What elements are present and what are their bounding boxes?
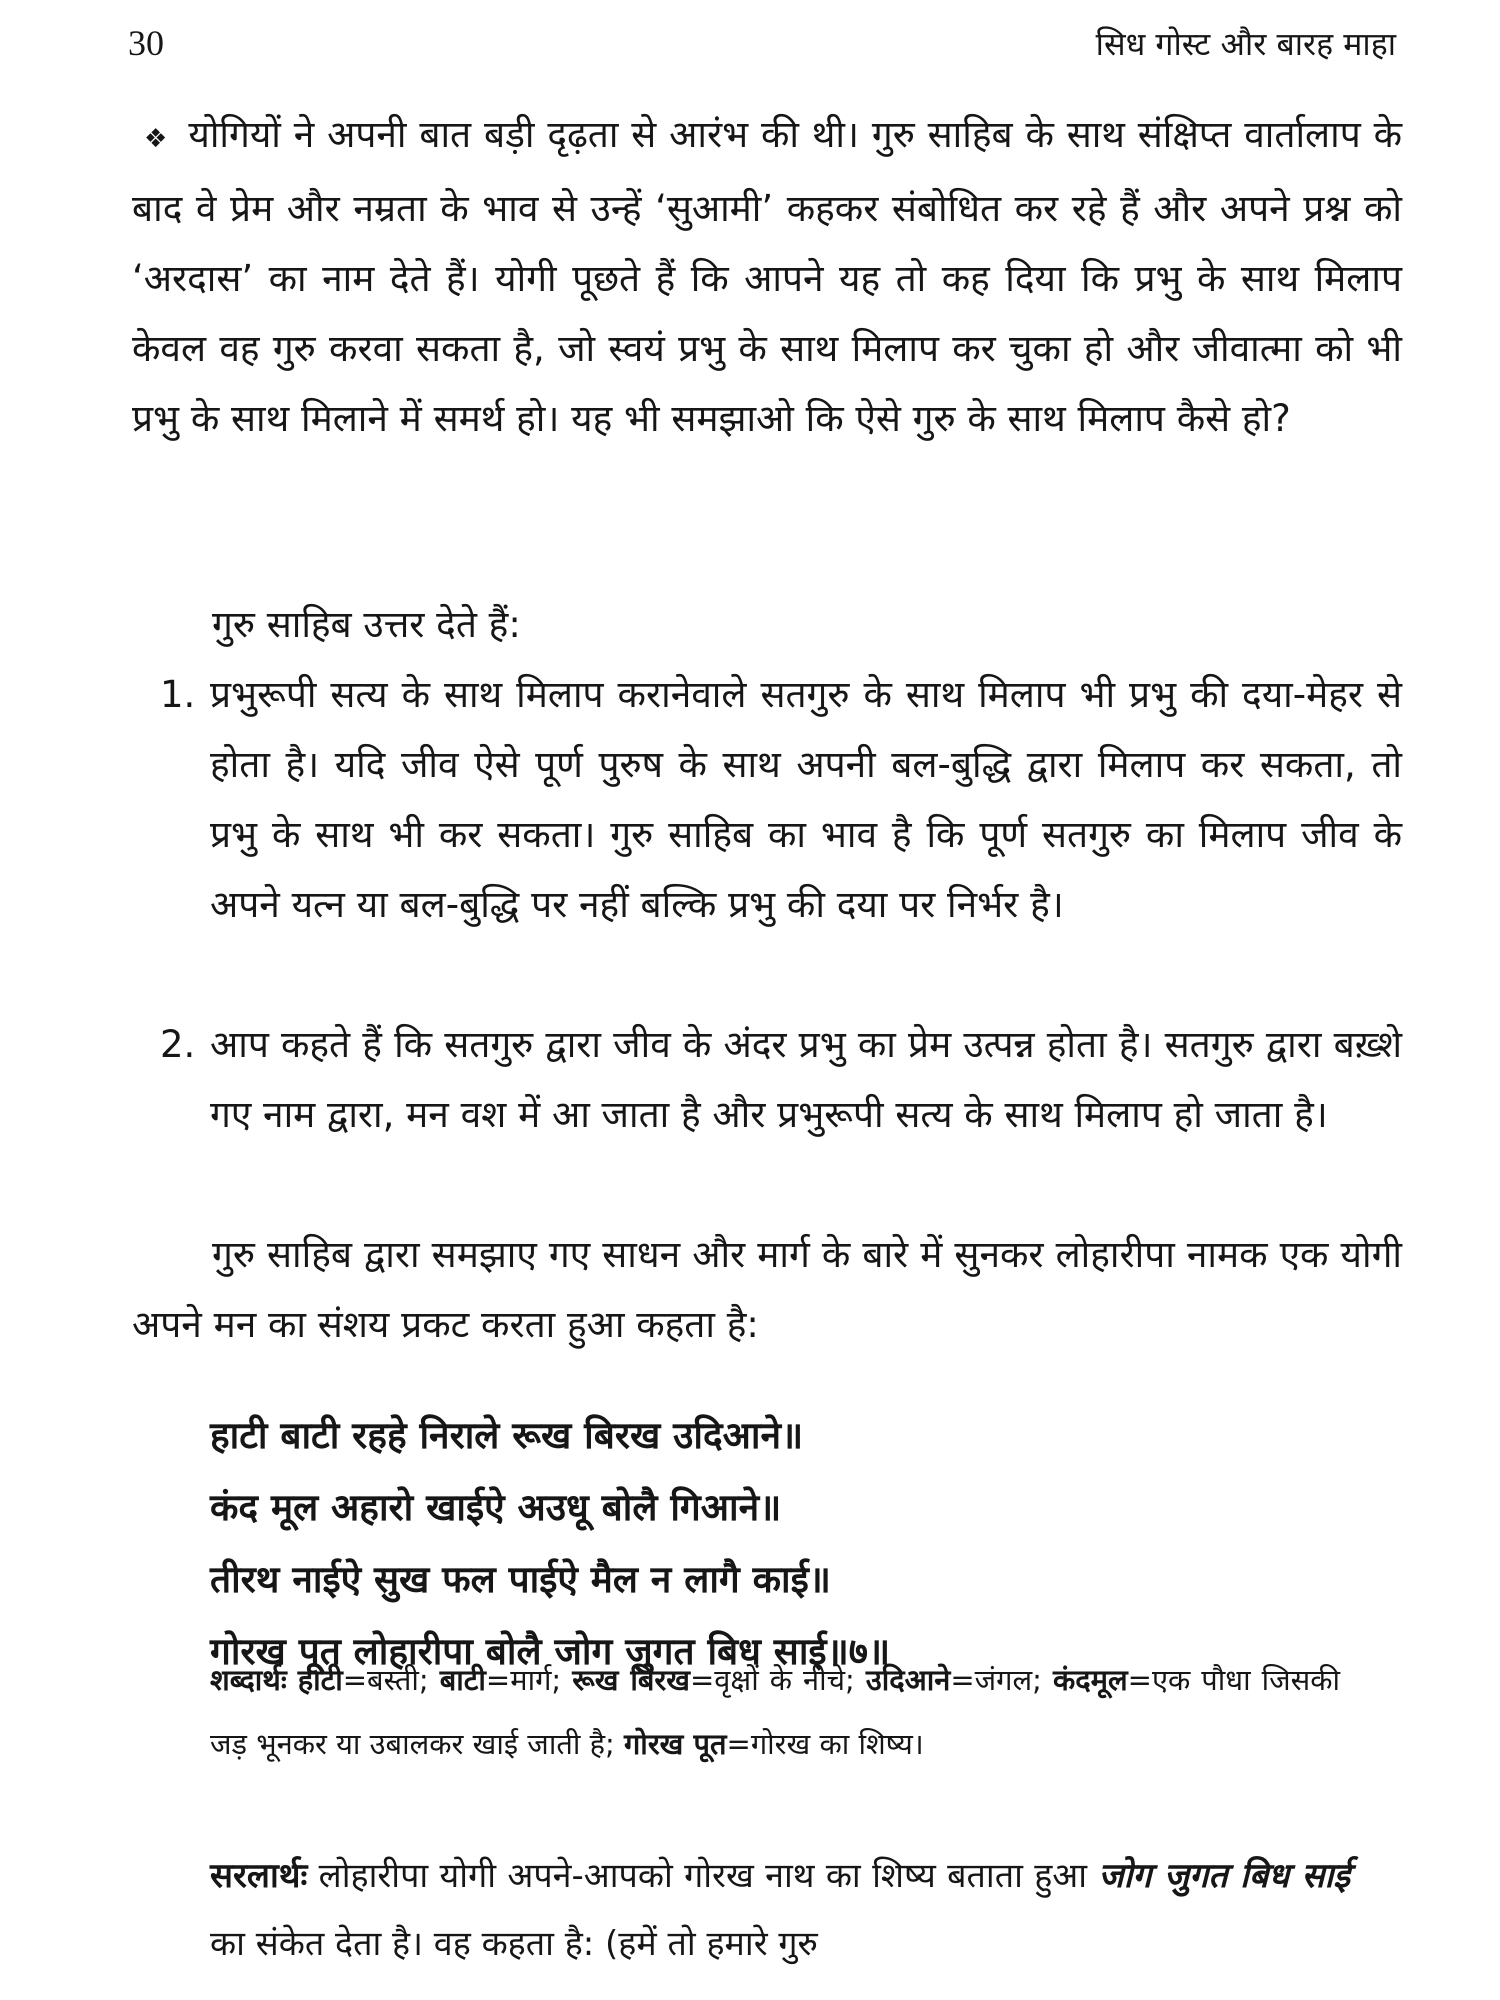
verse-line: कंद मूल अहारो खाईऐ अउधू बोलै गिआने॥ (210, 1486, 782, 1529)
paragraph-1 (132, 100, 1402, 454)
list-item (160, 1010, 1402, 1150)
term-meaning: =एक पौधा जिसकी जड़ भूनकर या उबालकर खाई जाती है; (210, 1663, 1341, 1761)
list-item-text: आप कहते हैं कि सतगुरु द्वारा जीव के अंदर प्रभु का प्रेम उत्पन्न होता है। सतगुरु द्वारा बख़्शे गए नाम द्वारा, मन वश में आ जाता है और प्रभुरूपी सत्य के साथ मिलाप हो जाता है। (210, 1023, 1402, 1136)
paragraph-1-text: योगियों ने अपनी बात बड़ी दृढ़ता से आरंभ की थी। गुरु साहिब के साथ संक्षिप्त वार्तालाप के बाद वे प्रेम और नम्रता के भाव से उन्हें ‘सुआमी’ कहकर संबोधित कर रहे हैं और अपने प्रश्न को ‘अरदास’ का नाम देते हैं। योगी पूछते हैं कि आपने यह तो कह दिया कि प्रभु के साथ मिलाप केवल वह गुरु करवा सकता है, जो स्वयं प्रभु के साथ मिलाप कर चुका हो और जीवात्मा को भी प्रभु के साथ मिलाने में समर्थ हो। यह भी समझाओ कि ऐसे गुरु के साथ मिलाप कैसे हो? (132, 113, 1402, 440)
simple-meaning (210, 1842, 1350, 1978)
term: गोरख पूत (623, 1727, 727, 1761)
list-item-number: 1. (160, 673, 196, 716)
term: बाटी (439, 1663, 486, 1697)
page-header (128, 18, 1396, 68)
list-item-text: प्रभुरूपी सत्य के साथ मिलाप करानेवाले सतगुरु के साथ मिलाप भी प्रभु की दया-मेहर से होता है। यदि जीव ऐसे पूर्ण पुरुष के साथ अपनी बल-बुद्धि द्वारा मिलाप कर सकता, तो प्रभु के साथ भी कर सकता। गुरु साहिब का भाव है कि पूर्ण सतगुरु का मिलाप जीव के अपने यत्न या बल-बुद्धि पर नहीं बल्कि प्रभु की दया पर निर्भर है। (210, 673, 1402, 926)
term-meaning: =मार्ग; (485, 1663, 573, 1697)
term-meaning: =वृक्षों के नीचे; (689, 1663, 866, 1697)
term: उदिआने (865, 1663, 951, 1697)
term: रूख बिरख (572, 1663, 690, 1697)
term-meaning: =बस्ती; (342, 1663, 440, 1697)
page-number: 30 (128, 23, 164, 63)
term: कंदमूल (1052, 1663, 1128, 1697)
verse-line: हाटी बाटी रहहे निराले रूख बिरख उदिआने॥ (210, 1414, 804, 1457)
term-meaning: =जंगल; (950, 1663, 1053, 1697)
simple-meaning-text: लोहारीपा योगी अपने-आपको गोरख नाथ का शिष्य बताता हुआ (307, 1856, 1099, 1896)
verse-line: गोरख पूत लोहारीपा बोलै जोग जुगत बिध साई॥७॥ (210, 1630, 891, 1673)
simple-meaning-text-end: का संकेत देता है। वह कहता है: (हमें तो हमारे गुरु (210, 1924, 818, 1964)
simple-meaning-label: सरलार्थः (210, 1856, 308, 1896)
bullet-icon: ❖ (144, 124, 169, 154)
list-item (160, 660, 1402, 940)
simple-meaning-emphasis: जोग जुगत बिध साई (1098, 1856, 1350, 1896)
running-title: सिध गोस्ट और बारह माहा (1095, 24, 1396, 63)
term: हाटी (297, 1663, 343, 1697)
word-meanings (210, 1648, 1340, 1776)
paragraph-3: गुरु साहिब द्वारा समझाए गए साधन और मार्ग के बारे में सुनकर लोहारीपा नामक एक योगी अपने मन का संशय प्रकट करता हुआ कहता है: (132, 1233, 1402, 1346)
list-item-number: 2. (160, 1023, 196, 1066)
word-meanings-label: शब्दार्थः (210, 1663, 287, 1697)
answer-intro: गुरु साहिब उत्तर देते हैं: (212, 603, 521, 646)
term-meaning: =गोरख का शिष्य। (726, 1727, 924, 1761)
verse-block (210, 1400, 1310, 1688)
verse-line: तीरथ नाईऐ सुख फल पाईऐ मैल न लागै काई॥ (210, 1558, 831, 1601)
